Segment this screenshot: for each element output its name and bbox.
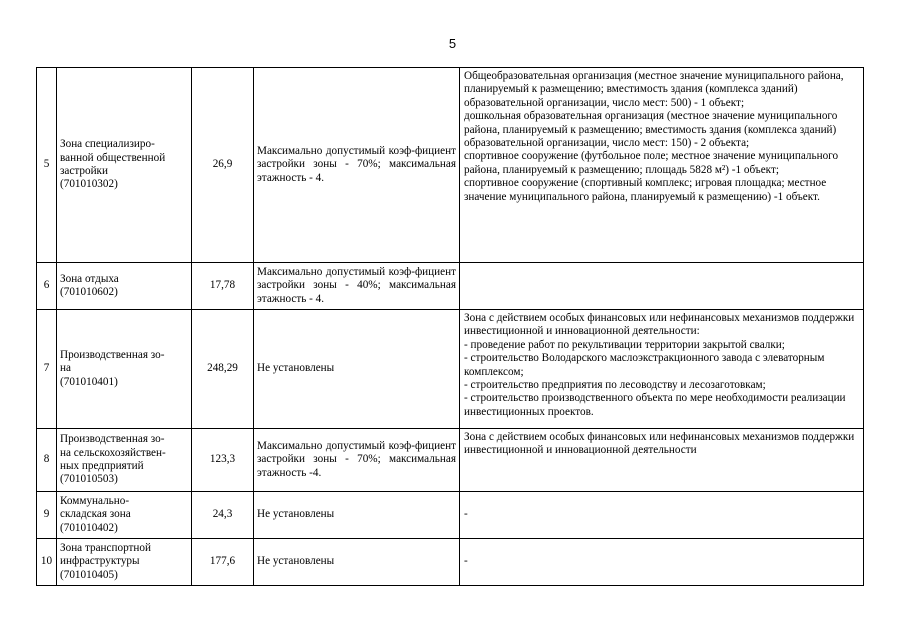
table-row [37,263,864,310]
zone-parameters: Не установлены [254,539,460,586]
zone-objects: Общеобразовательная организация (местное значение муниципального района, планируемый к размещению; вместимость здания (комплекса зданий) образовательной организации, число мест: 500) - 1 объект; дошкольная образовательная организация (местное значение муниципального района, планируемый к размещению; вместимость здания (комплекса зданий) образовательной организации, число мест: 150) - 2 объекта; спортивное сооружение (футбольное поле; местное значение муниципального района, планируемый к размещению; площадь 5828 м²) -1 объект; спортивное сооружение (спортивный комплекс; игровая площадка; местное значение муниципального района, планируемый к размещению) -1 объект. [460,68,864,263]
table-row [37,68,864,263]
zone-area: 26,9 [192,68,254,263]
zone-parameters: Не установлены [254,492,460,539]
zone-objects: Зона с действием особых финансовых или нефинансовых механизмов поддержки инвестиционной и инновационной деятельности: - проведение работ по рекультивации территории закрытой свалки; - строительство Володарского маслоэкстракционного завода с элеваторным комплексом; - строительство предприятия по лесоводству и лесозаготовкам; - строительство производственного объекта по мере необходимости реализации инвестиционных проектов. [460,310,864,429]
zone-objects: - [460,539,864,586]
zone-parameters: Максимально допустимый коэф-фициент застройки зоны - 40%; максимальная этажность - 4. [254,263,460,310]
zone-name: Зона специализиро- ванной общественной застройки (701010302) [57,68,192,263]
zone-name: Производственная зо- на (701010401) [57,310,192,429]
zone-name: Коммунально- складская зона (701010402) [57,492,192,539]
zone-name: Зона транспортной инфраструктуры (701010405) [57,539,192,586]
zone-area: 17,78 [192,263,254,310]
table-row [37,539,864,586]
zone-name: Зона отдыха (701010602) [57,263,192,310]
row-number: 10 [37,539,57,586]
zone-objects [460,263,864,310]
table-row [37,429,864,492]
zone-area: 177,6 [192,539,254,586]
zone-objects: Зона с действием особых финансовых или нефинансовых механизмов поддержки инвестиционной и инновационной деятельности [460,429,864,492]
row-number: 7 [37,310,57,429]
zone-area: 123,3 [192,429,254,492]
zone-area: 24,3 [192,492,254,539]
row-number: 5 [37,68,57,263]
row-number: 6 [37,263,57,310]
zone-parameters: Не установлены [254,310,460,429]
row-number: 9 [37,492,57,539]
zone-area: 248,29 [192,310,254,429]
zone-objects: - [460,492,864,539]
zones-table [36,67,864,586]
page-number: 5 [448,36,457,51]
table-row [37,492,864,539]
zone-parameters: Максимально допустимый коэф-фициент застройки зоны - 70%; максимальная этажность -4. [254,429,460,492]
row-number: 8 [37,429,57,492]
zone-name: Производственная зо- на сельскохозяйствен- ных предприятий (701010503) [57,429,192,492]
zone-parameters: Максимально допустимый коэф-фициент застройки зоны - 70%; максимальная этажность - 4. [254,68,460,263]
table-row [37,310,864,429]
